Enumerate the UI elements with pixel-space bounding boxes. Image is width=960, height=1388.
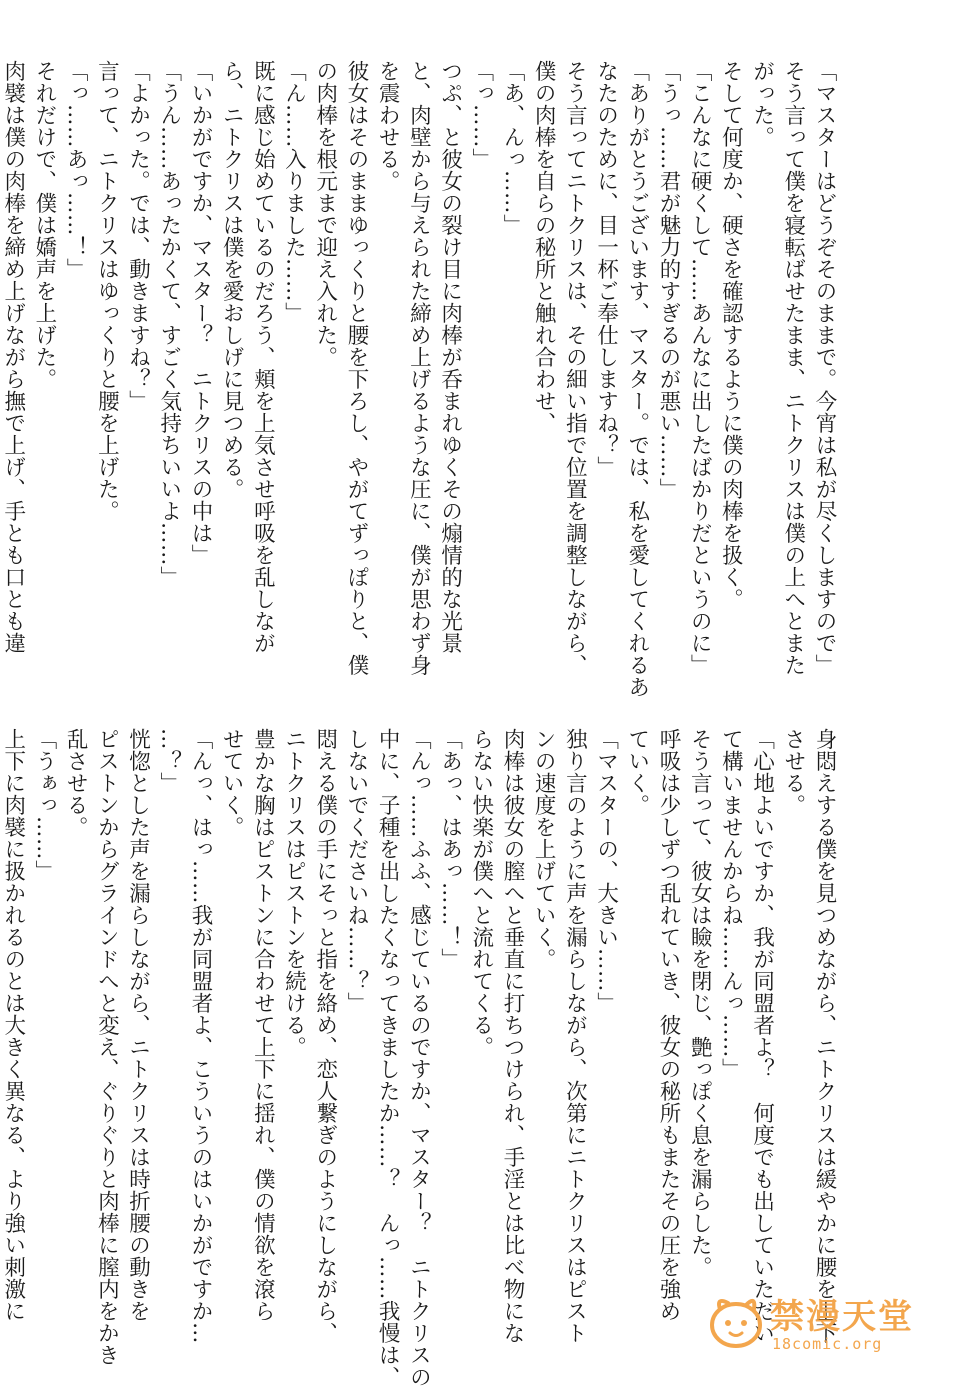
text-line: ニトクリスはピストンを続ける。 xyxy=(281,728,307,1058)
text-line: せていく。 xyxy=(219,728,245,838)
text-line: 「んっ……ふふ、感じているのですか、マスター？ ニトクリスの xyxy=(406,728,432,1388)
text-line: 僕の肉棒を自らの秘所と触れ合わせ、 xyxy=(531,60,557,434)
text-line: 中に、子種を出したくなってきましたか……？ んっ……我慢は、 xyxy=(375,728,401,1388)
text-line: なたのために、目一杯ご奉仕しますね？」 xyxy=(593,60,619,478)
text-line: 上下に肉襞に扱かれるのとは大きく異なる、より強い刺激に xyxy=(0,728,26,1322)
text-line: 呼吸は少しずつ乱れていき、彼女の秘所もまたその圧を強め xyxy=(655,728,681,1322)
text-line: 「こんなに硬くして……あんなに出したばかりだというのに」 xyxy=(687,60,713,676)
text-line: 乱させる。 xyxy=(63,728,89,838)
text-line: 身悶えする僕を見つめながら、ニトクリスは緩やかに腰を上下 xyxy=(812,728,837,1344)
text-line: させる。 xyxy=(780,728,806,816)
text-line: そう言って僕を寝転ばせたまま、ニトクリスは僕の上へとまた xyxy=(780,60,806,676)
text-block-top xyxy=(0,60,840,698)
text-line: そして何度か、硬さを確認するように僕の肉棒を扱く。 xyxy=(718,60,744,610)
text-line: 「ん……入りました……」 xyxy=(281,60,307,324)
text-line: 「うぁっ……」 xyxy=(31,728,57,882)
text-line: それだけで、僕は嬌声を上げた。 xyxy=(31,60,57,390)
text-line: …？」 xyxy=(156,728,182,794)
watermark-mascot-icon xyxy=(706,1293,764,1351)
text-line: そう言って、彼女は瞼を閉じ、艶っぽく息を漏らした。 xyxy=(687,728,713,1278)
text-line: 「うん……あったかくて、すごく気持ちいいよ……」 xyxy=(156,60,182,588)
text-line: 「よかった。では、動きますね？」 xyxy=(125,60,151,412)
text-line: 彼女はそのままゆっくりと腰を下ろし、やがてずっぽりと、僕 xyxy=(343,60,369,676)
text-line: ンの速度を上げていく。 xyxy=(531,728,557,970)
text-line: て構いませんからね……んっ……」 xyxy=(718,728,744,1080)
text-line: 「んっ、はっ……我が同盟者よ、こういうのはいかがですか… xyxy=(187,728,213,1344)
text-line: ピストンからグラインドへと変え、ぐりぐりと肉棒に膣内をかき xyxy=(94,728,120,1366)
text-line: つぷ、と彼女の裂け目に肉棒が呑まれゆくその煽情的な光景 xyxy=(437,60,463,654)
text-line: 「マスターはどうぞそのままで。今宵は私が尽くしますので」 xyxy=(812,60,837,676)
text-line: 悶える僕の手にそっと指を絡め、恋人繋ぎのようにしながら、 xyxy=(312,728,338,1344)
text-line: らない快楽が僕へと流れてくる。 xyxy=(468,728,494,1058)
text-line: 「うっ……君が魅力的すぎるのが悪い……」 xyxy=(655,60,681,500)
text-line: 「マスターの、大きい……」 xyxy=(593,728,619,1014)
text-line: 「あ、んっ……」 xyxy=(499,60,525,236)
watermark-url: 18comic.org xyxy=(772,1335,883,1353)
text-line: 「心地よいですか、我が同盟者よ？ 何度でも出していただい xyxy=(749,728,775,1344)
text-line: 独り言のように声を漏らしながら、次第にニトクリスはピスト xyxy=(562,728,588,1344)
text-line: 肉襞は僕の肉棒を締め上げながら撫で上げ、手とも口とも違 xyxy=(0,60,26,654)
text-line: を震わせる。 xyxy=(375,60,401,192)
text-line: がった。 xyxy=(749,60,775,148)
text-line: 言って、ニトクリスはゆっくりと腰を上げた。 xyxy=(94,60,120,522)
text-line: 「っ……あっ……！」 xyxy=(63,60,89,280)
text-line: 「いかがですか、マスター？ ニトクリスの中は」 xyxy=(187,60,213,566)
text-line: ら、ニトクリスは僕を愛おしげに見つめる。 xyxy=(219,60,245,500)
text-line: の肉棒を根元まで迎え入れた。 xyxy=(312,60,338,368)
text-line: 豊かな胸はピストンに合わせて上下に揺れ、僕の情欲を滾ら xyxy=(250,728,276,1322)
text-line: しないでくださいね……？」 xyxy=(343,728,369,1014)
text-line: 既に感じ始めているのだろう、頬を上気させ呼吸を乱しなが xyxy=(250,60,276,654)
text-line: 「ありがとうございます、マスター。では、私を愛してくれるあ xyxy=(624,60,650,698)
text-line: 恍惚とした声を漏らしながら、ニトクリスは時折腰の動きを xyxy=(125,728,151,1322)
text-line: ていく。 xyxy=(624,728,650,816)
watermark-title: 禁漫天堂 xyxy=(770,1297,914,1337)
text-line: 「あっ、はあっ……！」 xyxy=(437,728,463,970)
text-line: 肉棒は彼女の膣へと垂直に打ちつけられ、手淫とは比べ物にな xyxy=(499,728,525,1344)
watermark-logo xyxy=(706,1289,936,1359)
text-line: 「っ……」 xyxy=(468,60,494,170)
text-line: そう言ってニトクリスは、その細い指で位置を調整しながら、 xyxy=(562,60,588,676)
text-line: と、肉壁から与えられた締め上げるような圧に、僕が思わず身 xyxy=(406,60,432,676)
